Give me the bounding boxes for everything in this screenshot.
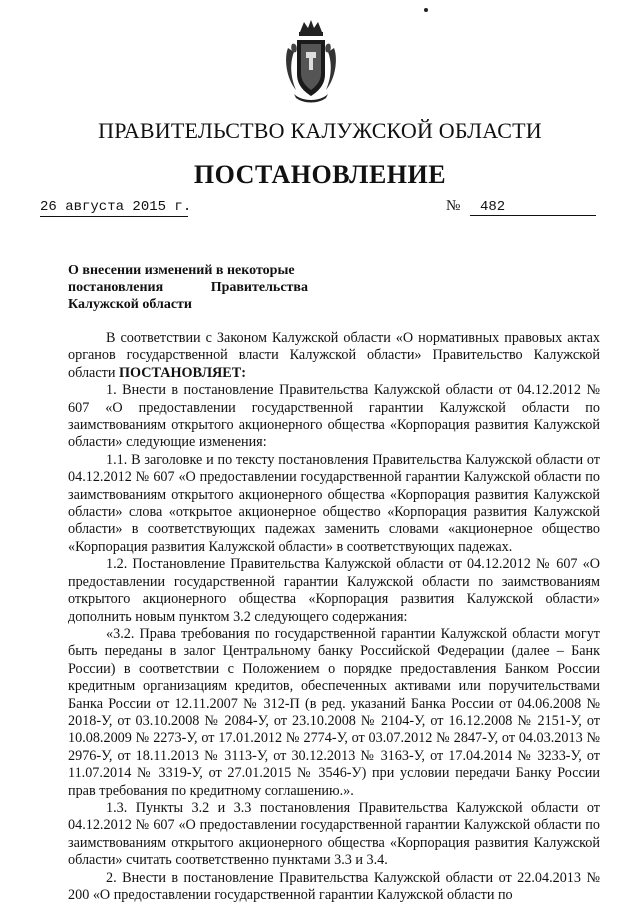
body-paragraph-quote: «3.2. Права требования по государственной гарантии Калужской области могут быть переданы в залог Центральному банку Российской Федерации (далее – Банк России) в соответствии с Положением о порядке предоставления Банком России кредитным организациям кредитов, обеспеченных активами или поручительствами Банка России от 12.11.2007 № 312-П (в ред. указаний Банка России от 04.06.2008 № 2018-У, от 03.10.2008 № 2084-У, от 23.10.2008 № 2104-У, от 16.12.2008 № 2151-У, от 10.08.2009 № 2273-У, от 17.01.2012 № 2774-У, от 03.07.2012 № 2847-У, от 04.03.2013 № 2976-У, от 18.11.2013 № 3113-У, от 30.12.2013 № 3163-У, от 17.04.2014 № 3233-У, от 11.07.2014 № 3319-У, от 27.01.2015 № 3546-У) при условии передачи Банку России прав требования по кредитному соглашению.».	[68, 625, 600, 799]
government-title: ПРАВИТЕЛЬСТВО КАЛУЖСКОЙ ОБЛАСТИ	[98, 118, 542, 143]
subject-word: постановления	[68, 280, 164, 295]
body-paragraph-intro	[68, 330, 600, 382]
intro-text: В соответствии с Законом Калужской области «О нормативных правовых актах органов государственной власти Калужской области» Правительство Калужской области	[68, 330, 600, 381]
document-type-title: ПОСТАНОВЛЕНИЕ	[193, 160, 447, 189]
subject-line: О внесении изменений в некоторые	[68, 263, 295, 278]
document-body	[68, 330, 600, 904]
number-sign: №	[446, 198, 461, 214]
resolves-keyword: ПОСТАНОВЛЯЕТ:	[118, 364, 246, 381]
document-number: 482	[470, 199, 596, 216]
scan-speck	[424, 8, 428, 12]
body-paragraph: 1.3. Пункты 3.2 и 3.3 постановления Правительства Калужской области от 04.12.2012 № 607 «О предоставлении государственной гарантии Калужской области по заимствованиям открытого акционерного общества «Корпорация развития Калужской области» считать соответственно пунктами 3.3 и 3.4.	[68, 799, 600, 869]
subject-line: Калужской области	[68, 297, 192, 312]
coat-of-arms-icon	[282, 18, 340, 104]
body-paragraph: 1.1. В заголовке и по тексту постановления Правительства Калужской области от 04.12.2012 № 607 «О предоставлении государственной гарантии Калужской области по заимствованиям открытого акционерного общества «Корпорация развития Калужской области» слова «открытое акционерное общество «Корпорация развития Калужской области» в соответствующих падежах заменить словами «акционерное общество «Корпорация развития Калужской области» в соответствующих падежах.	[68, 451, 600, 555]
document-date: 26 августа 2015 г.	[40, 199, 192, 215]
body-paragraph: 1. Внести в постановление Правительства Калужской области от 04.12.2012 № 607 «О предоставлении государственной гарантии Калужской области по заимствованиям открытого акционерного общества «Корпорация развития Калужской области» следующие изменения:	[68, 382, 600, 451]
body-paragraph: 1.2. Постановление Правительства Калужской области от 04.12.2012 № 607 «О предоставлении государственной гарантии Калужской области по заимствованиям открытого акционерного общества «Корпорация развития Калужской области» дополнить новым пунктом 3.2 следующего содержания:	[68, 556, 600, 625]
document-subject	[68, 262, 308, 313]
body-paragraph: 2. Внести в постановление Правительства Калужской области от 22.04.2013 № 200 «О предоставлении государственной гарантии Калужской области по	[68, 869, 600, 903]
subject-word: Правительства	[210, 280, 308, 295]
document-number-field	[446, 198, 606, 216]
subject-line	[68, 279, 308, 296]
